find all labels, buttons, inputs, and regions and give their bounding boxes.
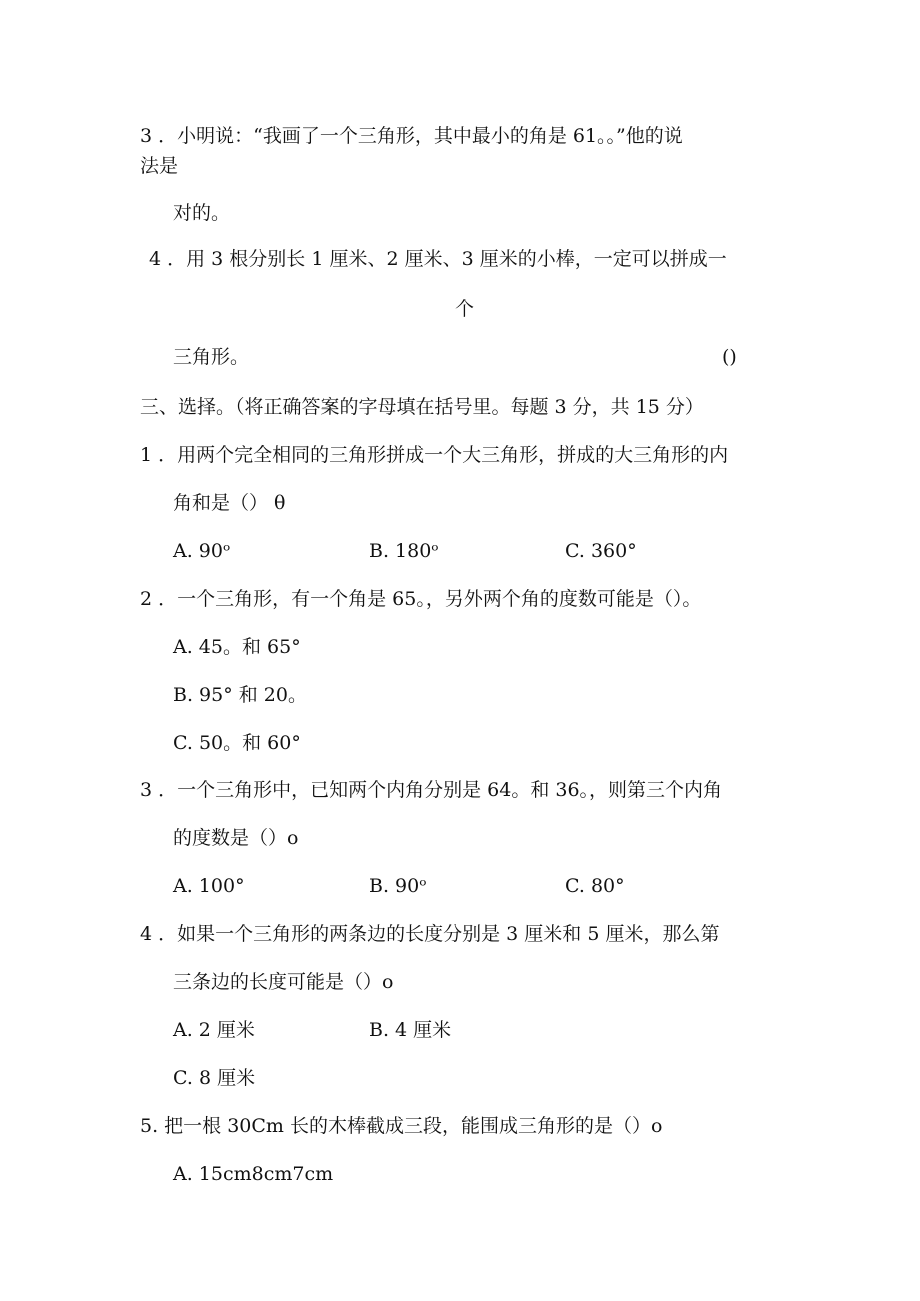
choice-2-line1: 2 ．一个三角形，有一个角是 65。，另外两个角的度数可能是（）。 bbox=[140, 588, 702, 610]
q4-answer-parens: () bbox=[722, 346, 737, 368]
choice-3-options bbox=[173, 873, 625, 899]
q3-line3: 对的。 bbox=[173, 202, 231, 224]
q4-line1: 4 ．用 3 根分别长 1 厘米、2 厘米、3 厘米的小棒，一定可以拼成一 bbox=[149, 248, 727, 270]
q3-line2: 法是 bbox=[140, 155, 179, 177]
choice-1-option-b: B. 180ᵒ bbox=[369, 540, 439, 562]
q4-line2: 个 bbox=[455, 298, 475, 320]
choice-4-line2: 三条边的长度可能是（）o bbox=[173, 971, 394, 993]
choice-5-option-a: A. 15cm8cm7cm bbox=[173, 1163, 334, 1185]
choice-1-line2: 角和是（） θ bbox=[173, 492, 286, 514]
choice-1-option-a: A. 90ᵒ bbox=[173, 540, 231, 562]
choice-1-line1: 1 ．用两个完全相同的三角形拼成一个大三角形，拼成的大三角形的内 bbox=[140, 444, 729, 466]
choice-3-line2: 的度数是（）o bbox=[173, 827, 299, 849]
choice-2-option-c: C. 50。和 60° bbox=[173, 732, 301, 754]
choice-2-option-b: B. 95° 和 20。 bbox=[173, 684, 307, 706]
choice-1-options bbox=[173, 538, 637, 564]
choice-3-option-c: C. 80° bbox=[565, 875, 625, 897]
choice-4-option-b: B. 4 厘米 bbox=[369, 1019, 452, 1041]
choice-1-option-c: C. 360° bbox=[565, 540, 637, 562]
choice-4-option-a: A. 2 厘米 bbox=[173, 1019, 255, 1041]
choice-3-option-b: B. 90ᵒ bbox=[369, 875, 427, 897]
choice-3-line1: 3 ．一个三角形中，已知两个内角分别是 64。和 36。，则第三个内角 bbox=[140, 779, 723, 801]
section-3-heading: 三、选择。（将正确答案的字母填在括号里。每题 3 分，共 15 分） bbox=[140, 396, 704, 418]
q4-line3: 三角形。 bbox=[173, 346, 250, 368]
choice-4-options-ab bbox=[173, 1017, 451, 1043]
choice-4-line1: 4 ．如果一个三角形的两条边的长度分别是 3 厘米和 5 厘米，那么第 bbox=[140, 923, 720, 945]
choice-2-option-a: A. 45。和 65° bbox=[173, 636, 301, 658]
q3-line1: 3 ．小明说：“我画了一个三角形，其中最小的角是 61。。”他的说 bbox=[140, 125, 683, 147]
choice-4-option-c: C. 8 厘米 bbox=[173, 1067, 256, 1089]
choice-3-option-a: A. 100° bbox=[173, 875, 245, 897]
choice-5-line1: 5. 把一根 30Cm 长的木棒截成三段，能围成三角形的是（）o bbox=[140, 1115, 663, 1137]
